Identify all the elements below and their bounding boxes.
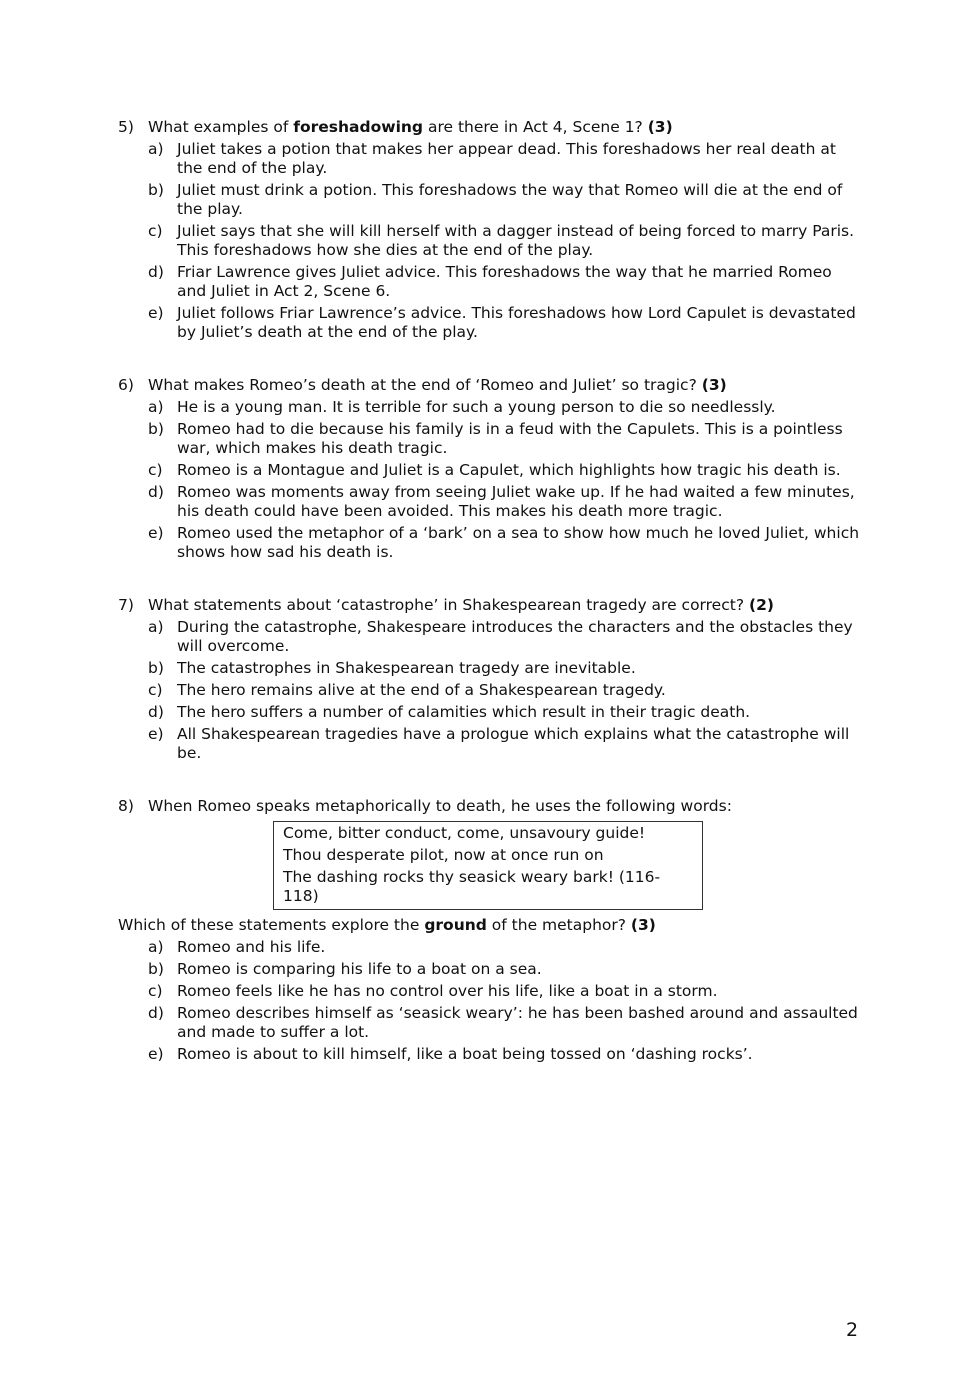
answer-option: a) He is a young man. It is terrible for such a young person to die so needlessly. (148, 398, 776, 416)
answer-options (118, 398, 863, 562)
answer-option: d) Friar Lawrence gives Juliet advice. This foreshadows the way that he married Romeo and Juliet in Act 2, Scene 6. (148, 263, 832, 300)
marks: (3) (701, 376, 727, 394)
question-8 (118, 797, 863, 1064)
question-8-prompt: Which of these statements explore the ground of the metaphor? (3) (118, 916, 656, 934)
answer-option: b) The catastrophes in Shakespearean tragedy are inevitable. (148, 659, 636, 677)
marks: (2) (748, 596, 774, 614)
answer-option: b) Juliet must drink a potion. This foreshadows the way that Romeo will die at the end of the play. (148, 181, 843, 218)
answer-option: a) Romeo and his life. (148, 938, 326, 956)
question-list (118, 118, 863, 1098)
question-6-stem: 6) What makes Romeo’s death at the end of ‘Romeo and Juliet’ so tragic? (3) (118, 376, 727, 394)
answer-option: a) Juliet takes a potion that makes her appear dead. This foreshadows her real death at the end of the play. (148, 140, 836, 177)
answer-option: c) Juliet says that she will kill herself with a dagger instead of being forced to marry Paris. This foreshadows how she dies at the end of the play. (148, 222, 855, 259)
key-term: foreshadowing (293, 118, 424, 136)
answer-option: a) During the catastrophe, Shakespeare introduces the characters and the obstacles they will overcome. (148, 618, 853, 655)
question-number: 5) (118, 118, 134, 136)
marks: (3) (630, 916, 656, 934)
quotation-line: Come, bitter conduct, come, unsavoury guide! (283, 824, 646, 842)
answer-option: b) Romeo had to die because his family is in a feud with the Capulets. This is a pointless war, which makes his death tragic. (148, 420, 843, 457)
answer-option: e) All Shakespearean tragedies have a prologue which explains what the catastrophe will be. (148, 725, 850, 762)
question-6 (118, 376, 863, 562)
answer-option: e) Romeo used the metaphor of a ‘bark’ on a sea to show how much he loved Juliet, which shows how sad his death is. (148, 524, 860, 561)
answer-option: c) The hero remains alive at the end of a Shakespearean tragedy. (148, 681, 666, 699)
answer-option: e) Juliet follows Friar Lawrence’s advice. This foreshadows how Lord Capulet is devastated by Juliet’s death at the end of the play. (148, 304, 856, 341)
answer-option: c) Romeo feels like he has no control over his life, like a boat in a storm. (148, 982, 718, 1000)
answer-option: d) The hero suffers a number of calamities which result in their tragic death. (148, 703, 751, 721)
question-7 (118, 596, 863, 763)
quotation-line: Thou desperate pilot, now at once run on (283, 846, 604, 864)
question-5 (118, 118, 863, 342)
question-number: 7) (118, 596, 134, 614)
key-term: ground (424, 916, 487, 934)
question-5-stem: 5) What examples of foreshadowing are there in Act 4, Scene 1? (3) (118, 118, 673, 136)
question-7-stem: 7) What statements about ‘catastrophe’ in Shakespearean tragedy are correct? (2) (118, 596, 774, 614)
answer-option: e) Romeo is about to kill himself, like a boat being tossed on ‘dashing rocks’. (148, 1045, 753, 1063)
question-number: 6) (118, 376, 134, 394)
marks: (3) (647, 118, 673, 136)
quotation-box (273, 821, 703, 910)
question-number: 8) (118, 797, 134, 815)
page-number: 2 (846, 1319, 859, 1341)
answer-options (118, 140, 863, 342)
answer-option: d) Romeo describes himself as ‘seasick weary’: he has been bashed around and assaulted and made to suffer a lot. (148, 1004, 858, 1041)
answer-options (118, 618, 863, 763)
answer-option: c) Romeo is a Montague and Juliet is a Capulet, which highlights how tragic his death is. (148, 461, 841, 479)
question-8-stem: 8) When Romeo speaks metaphorically to death, he uses the following words: (118, 797, 732, 815)
answer-options (118, 938, 863, 1064)
answer-option: d) Romeo was moments away from seeing Juliet wake up. If he had waited a few minutes, his death could have been avoided. This makes his death more tragic. (148, 483, 855, 520)
answer-option: b) Romeo is comparing his life to a boat on a sea. (148, 960, 542, 978)
quotation-line: The dashing rocks thy seasick weary bark! (116-118) (283, 868, 661, 905)
